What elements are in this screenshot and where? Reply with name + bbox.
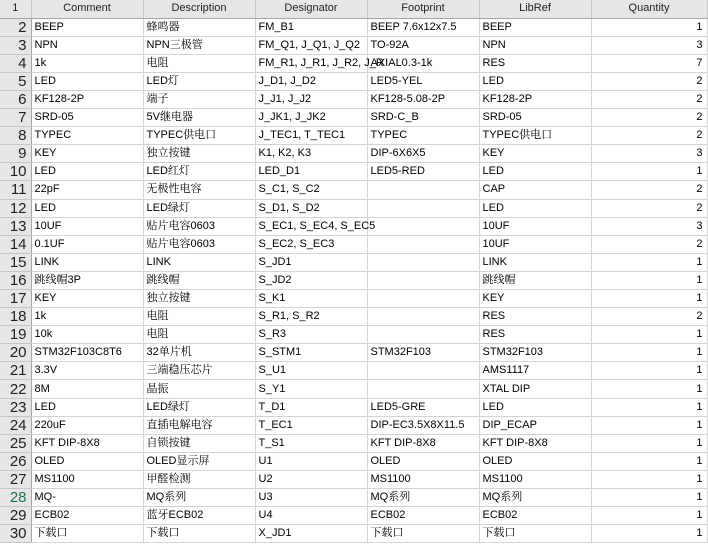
table-row bbox=[0, 145, 707, 163]
footprint-cell[interactable]: OLED bbox=[367, 452, 479, 470]
row-number[interactable]: 11 bbox=[0, 181, 31, 199]
table-row bbox=[0, 199, 707, 217]
designator-cell[interactable]: T_S1 bbox=[255, 434, 367, 452]
quantity-cell[interactable]: 3 bbox=[591, 217, 707, 235]
row-number[interactable]: 22 bbox=[0, 380, 31, 398]
table-row bbox=[0, 253, 707, 271]
libref-cell[interactable]: KEY bbox=[479, 290, 591, 308]
designator-cell[interactable]: S_K1 bbox=[255, 290, 367, 308]
quantity-cell[interactable]: 1 bbox=[591, 362, 707, 380]
header-row bbox=[0, 0, 707, 18]
designator-cell[interactable]: U1 bbox=[255, 452, 367, 470]
description-cell[interactable]: 5V继电器 bbox=[143, 109, 255, 127]
footprint-cell[interactable] bbox=[367, 326, 479, 344]
designator-cell[interactable]: S_D1, S_D2 bbox=[255, 199, 367, 217]
comment-cell[interactable]: KEY bbox=[31, 145, 143, 163]
designator-cell[interactable]: S_R3 bbox=[255, 326, 367, 344]
table-row bbox=[0, 290, 707, 308]
description-cell[interactable]: LED红灯 bbox=[143, 163, 255, 181]
table-row bbox=[0, 507, 707, 525]
comment-cell[interactable]: MQ- bbox=[31, 489, 143, 507]
libref-cell[interactable]: 10UF bbox=[479, 217, 591, 235]
table-row bbox=[0, 398, 707, 416]
footprint-cell[interactable] bbox=[367, 380, 479, 398]
table-row bbox=[0, 344, 707, 362]
footprint-cell[interactable] bbox=[367, 181, 479, 199]
table-row bbox=[0, 18, 707, 36]
quantity-cell[interactable]: 1 bbox=[591, 398, 707, 416]
quantity-cell[interactable]: 2 bbox=[591, 109, 707, 127]
row-number[interactable]: 3 bbox=[0, 36, 31, 54]
quantity-cell[interactable]: 1 bbox=[591, 326, 707, 344]
table-row bbox=[0, 217, 707, 235]
description-cell[interactable]: 三端稳压芯片 bbox=[143, 362, 255, 380]
description-cell[interactable]: 32单片机 bbox=[143, 344, 255, 362]
footprint-cell[interactable] bbox=[367, 308, 479, 326]
libref-cell[interactable]: MQ系列 bbox=[479, 489, 591, 507]
comment-cell[interactable]: MS1100 bbox=[31, 470, 143, 488]
comment-cell[interactable]: STM32F103C8T6 bbox=[31, 344, 143, 362]
quantity-cell[interactable]: 1 bbox=[591, 470, 707, 488]
libref-cell[interactable]: BEEP bbox=[479, 18, 591, 36]
libref-cell[interactable]: XTAL DIP bbox=[479, 380, 591, 398]
description-cell[interactable]: 电阻 bbox=[143, 326, 255, 344]
row-number[interactable]: 17 bbox=[0, 290, 31, 308]
footprint-cell[interactable]: MQ系列 bbox=[367, 489, 479, 507]
table-row bbox=[0, 380, 707, 398]
description-cell[interactable]: 电阻 bbox=[143, 308, 255, 326]
quantity-cell[interactable]: 2 bbox=[591, 72, 707, 90]
designator-cell[interactable]: FM_B1 bbox=[255, 18, 367, 36]
quantity-cell[interactable]: 1 bbox=[591, 380, 707, 398]
description-cell[interactable]: 甲醛检测 bbox=[143, 470, 255, 488]
description-cell[interactable]: TYPEC供电口 bbox=[143, 127, 255, 145]
designator-cell[interactable]: T_D1 bbox=[255, 398, 367, 416]
row-number[interactable]: 13 bbox=[0, 217, 31, 235]
libref-cell[interactable]: KF128-2P bbox=[479, 90, 591, 108]
row-number[interactable]: 28 bbox=[0, 489, 31, 507]
comment-cell[interactable]: KFT DIP-8X8 bbox=[31, 434, 143, 452]
description-cell[interactable]: LED绿灯 bbox=[143, 398, 255, 416]
designator-cell[interactable]: S_JD1 bbox=[255, 253, 367, 271]
description-cell[interactable]: MQ系列 bbox=[143, 489, 255, 507]
libref-cell[interactable]: LINK bbox=[479, 253, 591, 271]
quantity-cell[interactable]: 1 bbox=[591, 452, 707, 470]
row-number[interactable]: 23 bbox=[0, 398, 31, 416]
table-row bbox=[0, 271, 707, 289]
table-row bbox=[0, 416, 707, 434]
footprint-cell[interactable]: DIP-6X6X5 bbox=[367, 145, 479, 163]
libref-cell[interactable]: LED bbox=[479, 398, 591, 416]
libref-cell[interactable]: KFT DIP-8X8 bbox=[479, 434, 591, 452]
footprint-cell[interactable] bbox=[367, 199, 479, 217]
table-row bbox=[0, 452, 707, 470]
designator-cell[interactable]: S_R1, S_R2 bbox=[255, 308, 367, 326]
quantity-cell[interactable]: 7 bbox=[591, 54, 707, 72]
column-header-footprint[interactable]: Footprint bbox=[367, 0, 479, 18]
description-cell[interactable]: 无极性电容 bbox=[143, 181, 255, 199]
description-cell[interactable]: 蜂鸣器 bbox=[143, 18, 255, 36]
comment-cell[interactable]: ECB02 bbox=[31, 507, 143, 525]
designator-cell[interactable]: J_TEC1, T_TEC1 bbox=[255, 127, 367, 145]
row-number[interactable]: 20 bbox=[0, 344, 31, 362]
footprint-cell[interactable] bbox=[367, 271, 479, 289]
table-row bbox=[0, 181, 707, 199]
quantity-cell[interactable]: 1 bbox=[591, 18, 707, 36]
table-row bbox=[0, 470, 707, 488]
description-cell[interactable]: 蓝牙ECB02 bbox=[143, 507, 255, 525]
footprint-cell[interactable]: MS1100 bbox=[367, 470, 479, 488]
comment-cell[interactable]: TYPEC bbox=[31, 127, 143, 145]
quantity-cell[interactable]: 2 bbox=[591, 127, 707, 145]
libref-cell[interactable]: DIP_ECAP bbox=[479, 416, 591, 434]
libref-cell[interactable]: OLED bbox=[479, 452, 591, 470]
table-row bbox=[0, 434, 707, 452]
table-row bbox=[0, 90, 707, 108]
quantity-cell[interactable]: 2 bbox=[591, 235, 707, 253]
comment-cell[interactable]: 220uF bbox=[31, 416, 143, 434]
designator-cell[interactable]: FM_Q1, J_Q1, J_Q2 bbox=[255, 36, 367, 54]
designator-cell[interactable]: S_EC1, S_EC4, S_EC5 bbox=[255, 217, 367, 235]
libref-cell[interactable]: MS1100 bbox=[479, 470, 591, 488]
footprint-cell[interactable] bbox=[367, 290, 479, 308]
footprint-cell[interactable] bbox=[367, 362, 479, 380]
designator-cell[interactable]: U3 bbox=[255, 489, 367, 507]
table-body bbox=[0, 18, 707, 543]
column-header-designator[interactable]: Designator bbox=[255, 0, 367, 18]
comment-cell[interactable]: LED bbox=[31, 199, 143, 217]
libref-cell[interactable]: NPN bbox=[479, 36, 591, 54]
quantity-cell[interactable]: 1 bbox=[591, 290, 707, 308]
libref-cell[interactable]: 下载口 bbox=[479, 525, 591, 543]
column-header-comment[interactable]: Comment bbox=[31, 0, 143, 18]
footprint-cell[interactable]: TYPEC bbox=[367, 127, 479, 145]
footprint-cell[interactable]: LED5-YEL bbox=[367, 72, 479, 90]
footprint-cell[interactable]: KF128-5.08-2P bbox=[367, 90, 479, 108]
libref-cell[interactable]: CAP bbox=[479, 181, 591, 199]
designator-cell[interactable]: S_Y1 bbox=[255, 380, 367, 398]
description-cell[interactable]: 贴片电容0603 bbox=[143, 217, 255, 235]
table-row bbox=[0, 308, 707, 326]
libref-cell[interactable]: TYPEC供电口 bbox=[479, 127, 591, 145]
row-number[interactable]: 24 bbox=[0, 416, 31, 434]
footprint-cell[interactable] bbox=[367, 253, 479, 271]
designator-cell[interactable]: K1, K2, K3 bbox=[255, 145, 367, 163]
description-cell[interactable]: 独立按键 bbox=[143, 145, 255, 163]
table-row bbox=[0, 127, 707, 145]
comment-cell[interactable]: 1k bbox=[31, 54, 143, 72]
row-number[interactable]: 5 bbox=[0, 72, 31, 90]
footprint-cell[interactable]: DIP-EC3.5X8X11.5 bbox=[367, 416, 479, 434]
quantity-cell[interactable]: 2 bbox=[591, 199, 707, 217]
table-row bbox=[0, 326, 707, 344]
designator-cell[interactable]: S_C1, S_C2 bbox=[255, 181, 367, 199]
libref-cell[interactable]: RES bbox=[479, 308, 591, 326]
row-number[interactable]: 7 bbox=[0, 109, 31, 127]
row-number[interactable]: 9 bbox=[0, 145, 31, 163]
comment-cell[interactable]: OLED bbox=[31, 452, 143, 470]
footprint-cell[interactable]: ECB02 bbox=[367, 507, 479, 525]
footprint-cell[interactable] bbox=[367, 235, 479, 253]
table-row bbox=[0, 489, 707, 507]
table-row bbox=[0, 54, 707, 72]
description-cell[interactable]: LED灯 bbox=[143, 72, 255, 90]
footprint-cell[interactable]: 下载口 bbox=[367, 525, 479, 543]
comment-cell[interactable]: KF128-2P bbox=[31, 90, 143, 108]
comment-cell[interactable]: LED bbox=[31, 398, 143, 416]
description-cell[interactable]: 电阻 bbox=[143, 54, 255, 72]
footprint-cell[interactable] bbox=[367, 217, 479, 235]
libref-cell[interactable]: RES bbox=[479, 54, 591, 72]
comment-cell[interactable]: NPN bbox=[31, 36, 143, 54]
comment-cell[interactable]: 8M bbox=[31, 380, 143, 398]
table-row bbox=[0, 72, 707, 90]
description-cell[interactable]: 晶振 bbox=[143, 380, 255, 398]
row-number[interactable]: 27 bbox=[0, 470, 31, 488]
designator-cell[interactable]: U4 bbox=[255, 507, 367, 525]
libref-cell[interactable]: SRD-05 bbox=[479, 109, 591, 127]
comment-cell[interactable]: LED bbox=[31, 163, 143, 181]
comment-cell[interactable]: 3.3V bbox=[31, 362, 143, 380]
row-number[interactable]: 16 bbox=[0, 271, 31, 289]
quantity-cell[interactable]: 2 bbox=[591, 181, 707, 199]
libref-cell[interactable]: ECB02 bbox=[479, 507, 591, 525]
quantity-cell[interactable]: 3 bbox=[591, 36, 707, 54]
comment-cell[interactable]: 10UF bbox=[31, 217, 143, 235]
row-number[interactable]: 30 bbox=[0, 525, 31, 543]
libref-cell[interactable]: 跳线帽 bbox=[479, 271, 591, 289]
table-row bbox=[0, 362, 707, 380]
description-cell[interactable]: 下载口 bbox=[143, 525, 255, 543]
comment-cell[interactable]: KEY bbox=[31, 290, 143, 308]
row-number[interactable]: 18 bbox=[0, 308, 31, 326]
comment-cell[interactable]: LED bbox=[31, 72, 143, 90]
column-header-description[interactable]: Description bbox=[143, 0, 255, 18]
row-number[interactable]: 26 bbox=[0, 452, 31, 470]
row-number[interactable]: 2 bbox=[0, 18, 31, 36]
designator-cell[interactable]: J_J1, J_J2 bbox=[255, 90, 367, 108]
quantity-cell[interactable]: 1 bbox=[591, 434, 707, 452]
libref-cell[interactable]: LED bbox=[479, 199, 591, 217]
comment-cell[interactable]: 下载口 bbox=[31, 525, 143, 543]
footprint-cell[interactable]: BEEP 7.6x12x7.5 bbox=[367, 18, 479, 36]
designator-cell[interactable]: S_U1 bbox=[255, 362, 367, 380]
table-row bbox=[0, 36, 707, 54]
footprint-cell[interactable]: SRD-C_B bbox=[367, 109, 479, 127]
quantity-cell[interactable]: 1 bbox=[591, 253, 707, 271]
designator-cell[interactable]: T_EC1 bbox=[255, 416, 367, 434]
comment-cell[interactable]: 1k bbox=[31, 308, 143, 326]
row-number[interactable]: 14 bbox=[0, 235, 31, 253]
row-number[interactable]: 6 bbox=[0, 90, 31, 108]
row-number[interactable]: 29 bbox=[0, 507, 31, 525]
description-cell[interactable]: LINK bbox=[143, 253, 255, 271]
quantity-cell[interactable]: 2 bbox=[591, 90, 707, 108]
designator-cell[interactable]: U2 bbox=[255, 470, 367, 488]
comment-cell[interactable]: 跳线帽3P bbox=[31, 271, 143, 289]
row-number[interactable]: 10 bbox=[0, 163, 31, 181]
row-number-header[interactable]: 1 bbox=[0, 0, 31, 18]
footprint-cell[interactable]: LED5-RED bbox=[367, 163, 479, 181]
designator-cell[interactable]: S_EC2, S_EC3 bbox=[255, 235, 367, 253]
description-cell[interactable]: NPN三极管 bbox=[143, 36, 255, 54]
libref-cell[interactable]: STM32F103 bbox=[479, 344, 591, 362]
comment-cell[interactable]: 22pF bbox=[31, 181, 143, 199]
quantity-cell[interactable]: 2 bbox=[591, 308, 707, 326]
comment-cell[interactable]: 0.1UF bbox=[31, 235, 143, 253]
libref-cell[interactable]: AMS1117 bbox=[479, 362, 591, 380]
quantity-cell[interactable]: 1 bbox=[591, 271, 707, 289]
footprint-cell[interactable]: LED5-GRE bbox=[367, 398, 479, 416]
designator-cell[interactable]: S_JD2 bbox=[255, 271, 367, 289]
row-number[interactable]: 8 bbox=[0, 127, 31, 145]
comment-cell[interactable]: BEEP bbox=[31, 18, 143, 36]
designator-cell[interactable]: J_JK1, J_JK2 bbox=[255, 109, 367, 127]
quantity-cell[interactable]: 1 bbox=[591, 416, 707, 434]
description-cell[interactable]: OLED显示屏 bbox=[143, 452, 255, 470]
table-row bbox=[0, 163, 707, 181]
row-number[interactable]: 12 bbox=[0, 199, 31, 217]
row-number[interactable]: 21 bbox=[0, 362, 31, 380]
footprint-cell[interactable]: KFT DIP-8X8 bbox=[367, 434, 479, 452]
row-number[interactable]: 4 bbox=[0, 54, 31, 72]
description-cell[interactable]: 跳线帽 bbox=[143, 271, 255, 289]
table-row bbox=[0, 235, 707, 253]
libref-cell[interactable]: LED bbox=[479, 72, 591, 90]
table-row bbox=[0, 525, 707, 543]
column-header-libref[interactable]: LibRef bbox=[479, 0, 591, 18]
libref-cell[interactable]: 10UF bbox=[479, 235, 591, 253]
comment-cell[interactable]: LINK bbox=[31, 253, 143, 271]
designator-cell[interactable]: LED_D1 bbox=[255, 163, 367, 181]
quantity-cell[interactable]: 1 bbox=[591, 344, 707, 362]
comment-cell[interactable]: 10k bbox=[31, 326, 143, 344]
description-cell[interactable]: 端子 bbox=[143, 90, 255, 108]
quantity-cell[interactable]: 1 bbox=[591, 163, 707, 181]
designator-cell[interactable]: X_JD1 bbox=[255, 525, 367, 543]
quantity-cell[interactable]: 1 bbox=[591, 489, 707, 507]
column-header-quantity[interactable]: Quantity bbox=[591, 0, 707, 18]
libref-cell[interactable]: RES bbox=[479, 326, 591, 344]
description-cell[interactable]: 贴片电容0603 bbox=[143, 235, 255, 253]
libref-cell[interactable]: LED bbox=[479, 163, 591, 181]
row-number[interactable]: 15 bbox=[0, 253, 31, 271]
quantity-cell[interactable]: 1 bbox=[591, 507, 707, 525]
description-cell[interactable]: 独立按键 bbox=[143, 290, 255, 308]
row-number[interactable]: 25 bbox=[0, 434, 31, 452]
footprint-cell[interactable]: STM32F103 bbox=[367, 344, 479, 362]
table-row bbox=[0, 109, 707, 127]
comment-cell[interactable]: SRD-05 bbox=[31, 109, 143, 127]
designator-cell[interactable]: J_D1, J_D2 bbox=[255, 72, 367, 90]
quantity-cell[interactable]: 3 bbox=[591, 145, 707, 163]
designator-cell[interactable]: S_STM1 bbox=[255, 344, 367, 362]
footprint-cell[interactable]: TO-92A bbox=[367, 36, 479, 54]
footprint-cell[interactable]: AXIAL0.3-1k bbox=[367, 54, 479, 72]
row-number[interactable]: 19 bbox=[0, 326, 31, 344]
quantity-cell[interactable]: 1 bbox=[591, 525, 707, 543]
libref-cell[interactable]: KEY bbox=[479, 145, 591, 163]
description-cell[interactable]: 直插电解电容 bbox=[143, 416, 255, 434]
description-cell[interactable]: LED绿灯 bbox=[143, 199, 255, 217]
designator-cell[interactable]: FM_R1, J_R1, J_R2, J_R bbox=[255, 54, 367, 72]
description-cell[interactable]: 自锁按键 bbox=[143, 434, 255, 452]
